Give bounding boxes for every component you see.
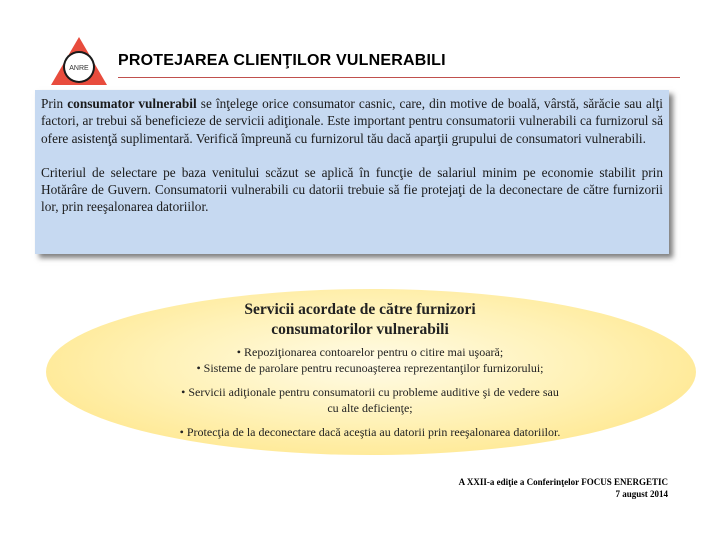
anre-logo <box>50 36 108 86</box>
footer-conference: A XXII-a ediţie a Conferinţelor FOCUS ENERGETIC <box>458 477 668 487</box>
services-title-line2: consumatorilor vulnerabili <box>271 321 449 338</box>
logo-text: ANRE <box>69 65 89 72</box>
anre-logo-graphic <box>50 36 108 86</box>
definition-term: consumator vulnerabil <box>67 96 197 111</box>
service-item: • Servicii adiţionale pentru consumatorii cu probleme auditive şi de vedere sau <box>181 385 559 399</box>
service-item-continuation: cu alte deficienţe; <box>327 401 413 415</box>
page-title: PROTEJAREA CLIENŢILOR VULNERABILI <box>118 52 446 69</box>
definition-intro: Prin <box>41 96 68 111</box>
criteria-paragraph: Criteriul de selectare pe baza venitului scăzut se aplică în funcţie de salariul minim pe economie stabilit prin Hotărâre de Guvern. Consumatorii vulnerabili cu datorii trebuie să fie protejaţi de la deconectare de către furnizorii lor, prin reeşalonarea datoriilor. <box>41 164 663 215</box>
definition-box <box>35 90 669 254</box>
title-divider <box>118 77 680 78</box>
services-title-line1: Servicii acordate de către furnizori <box>244 301 476 318</box>
service-item: • Protecţia de la deconectare dacă aceştia au datorii prin reeşalonarea datoriilor. <box>179 425 561 439</box>
service-item: • Repoziţionarea contoarelor pentru o citire mai uşoară; <box>236 345 504 359</box>
footer-date: 7 august 2014 <box>615 489 668 499</box>
definition-paragraph <box>41 95 663 147</box>
definition-text: se înţelege orice consumator casnic, care, din motive de boală, vârstă, sărăcie sau alţi factori, ar trebui să beneficieze de servicii adiţionale. Este important pentru consumatorii vulnerabili ca furnizorul să ofere asistenţă suplimentară. Verifică împreună cu furnizorul tău dacă aparţii grupului de consumatori vulnerabili. <box>41 96 664 146</box>
service-item: • Sisteme de parolare pentru recunoaşterea reprezentanţilor furnizorului; <box>196 361 544 375</box>
